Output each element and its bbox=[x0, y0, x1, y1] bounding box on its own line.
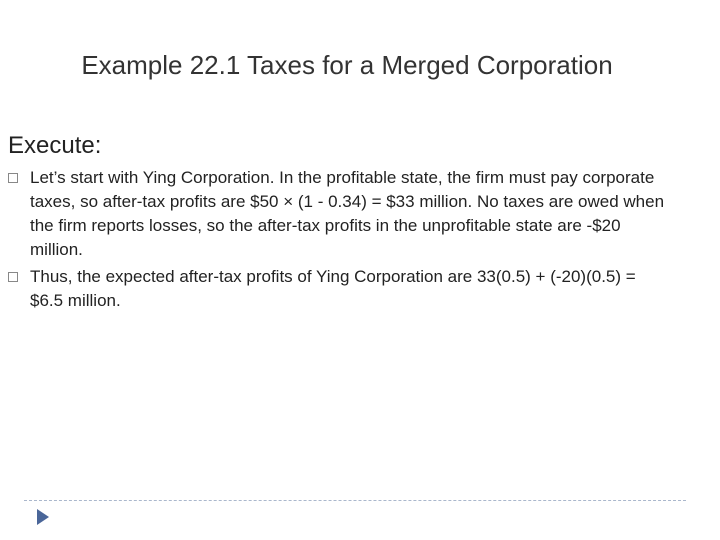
section-heading: Execute: bbox=[8, 132, 102, 159]
bullet-square-icon bbox=[8, 173, 18, 183]
slide-title: Example 22.1 Taxes for a Merged Corporation bbox=[81, 50, 613, 80]
bullet-item bbox=[8, 265, 668, 313]
bullet-item bbox=[8, 166, 668, 262]
bullet-list bbox=[8, 166, 668, 316]
play-arrow-icon[interactable] bbox=[36, 508, 50, 531]
bullet-text: Thus, the expected after-tax profits of Ying Corporation are 33(0.5) + (-20)(0.5) = $6.5 million. bbox=[30, 267, 636, 310]
footer-divider bbox=[24, 500, 686, 501]
bullet-text: Let’s start with Ying Corporation. In the profitable state, the firm must pay corporate taxes, so after-tax profits are $50 × (1 - 0.34) = $33 million. No taxes are owed when the firm reports losses, so the after-tax profits in the unprofitable state are -$20 million. bbox=[30, 168, 665, 259]
bullet-square-icon bbox=[8, 272, 18, 282]
